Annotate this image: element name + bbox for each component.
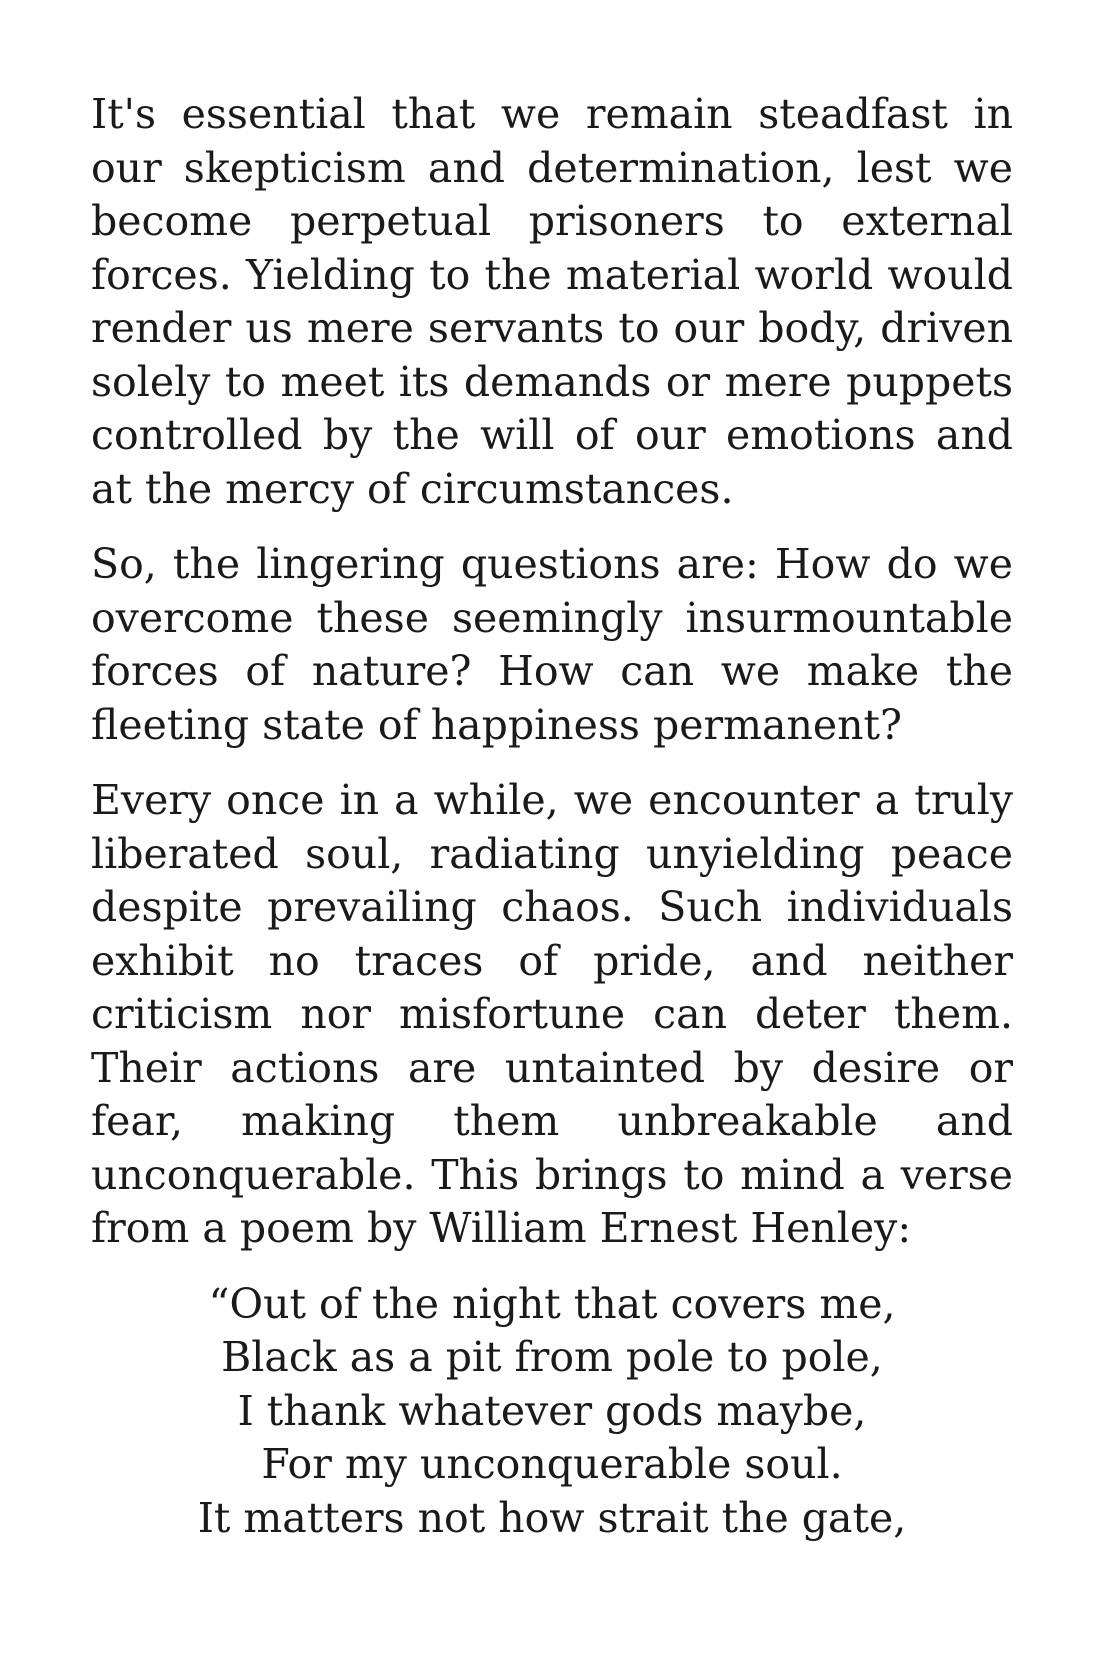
paragraph-3: Every once in a while, we encounter a truly liberated soul, radiating unyielding peace despite prevailing chaos. Such individuals exhibit no traces of pride, and neither criticism nor misfortune can deter them. Their actions are untainted by desire or fear, making them unbreakable and unconquerable. This brings to mind a verse from a poem by William Ernest Henley: xyxy=(91,776,1013,1252)
poem-line: For my unconquerable soul. xyxy=(261,1440,843,1488)
paragraph-1: It's essential that we remain steadfast in our skepticism and determination, lest we become perpetual prisoners to external forces. Yielding to the material world would render us mere servants to our body, driven solely to meet its demands or mere puppets controlled by the will of our emotions and at the mercy of circumstances. xyxy=(91,90,1013,513)
poem-quote xyxy=(91,1278,1013,1546)
poem-line: It matters not how strait the gate, xyxy=(197,1493,907,1542)
paragraph-2: So, the lingering questions are: How do we overcome these seemingly insurmountable forces of nature? How can we make the fleeting state of happiness permanent? xyxy=(91,540,1013,749)
reading-page xyxy=(91,88,1013,1545)
poem-line: I thank whatever gods maybe, xyxy=(237,1386,867,1435)
poem-line: Black as a pit from pole to pole, xyxy=(221,1333,883,1381)
poem-line: “Out of the night that covers me, xyxy=(208,1279,896,1328)
